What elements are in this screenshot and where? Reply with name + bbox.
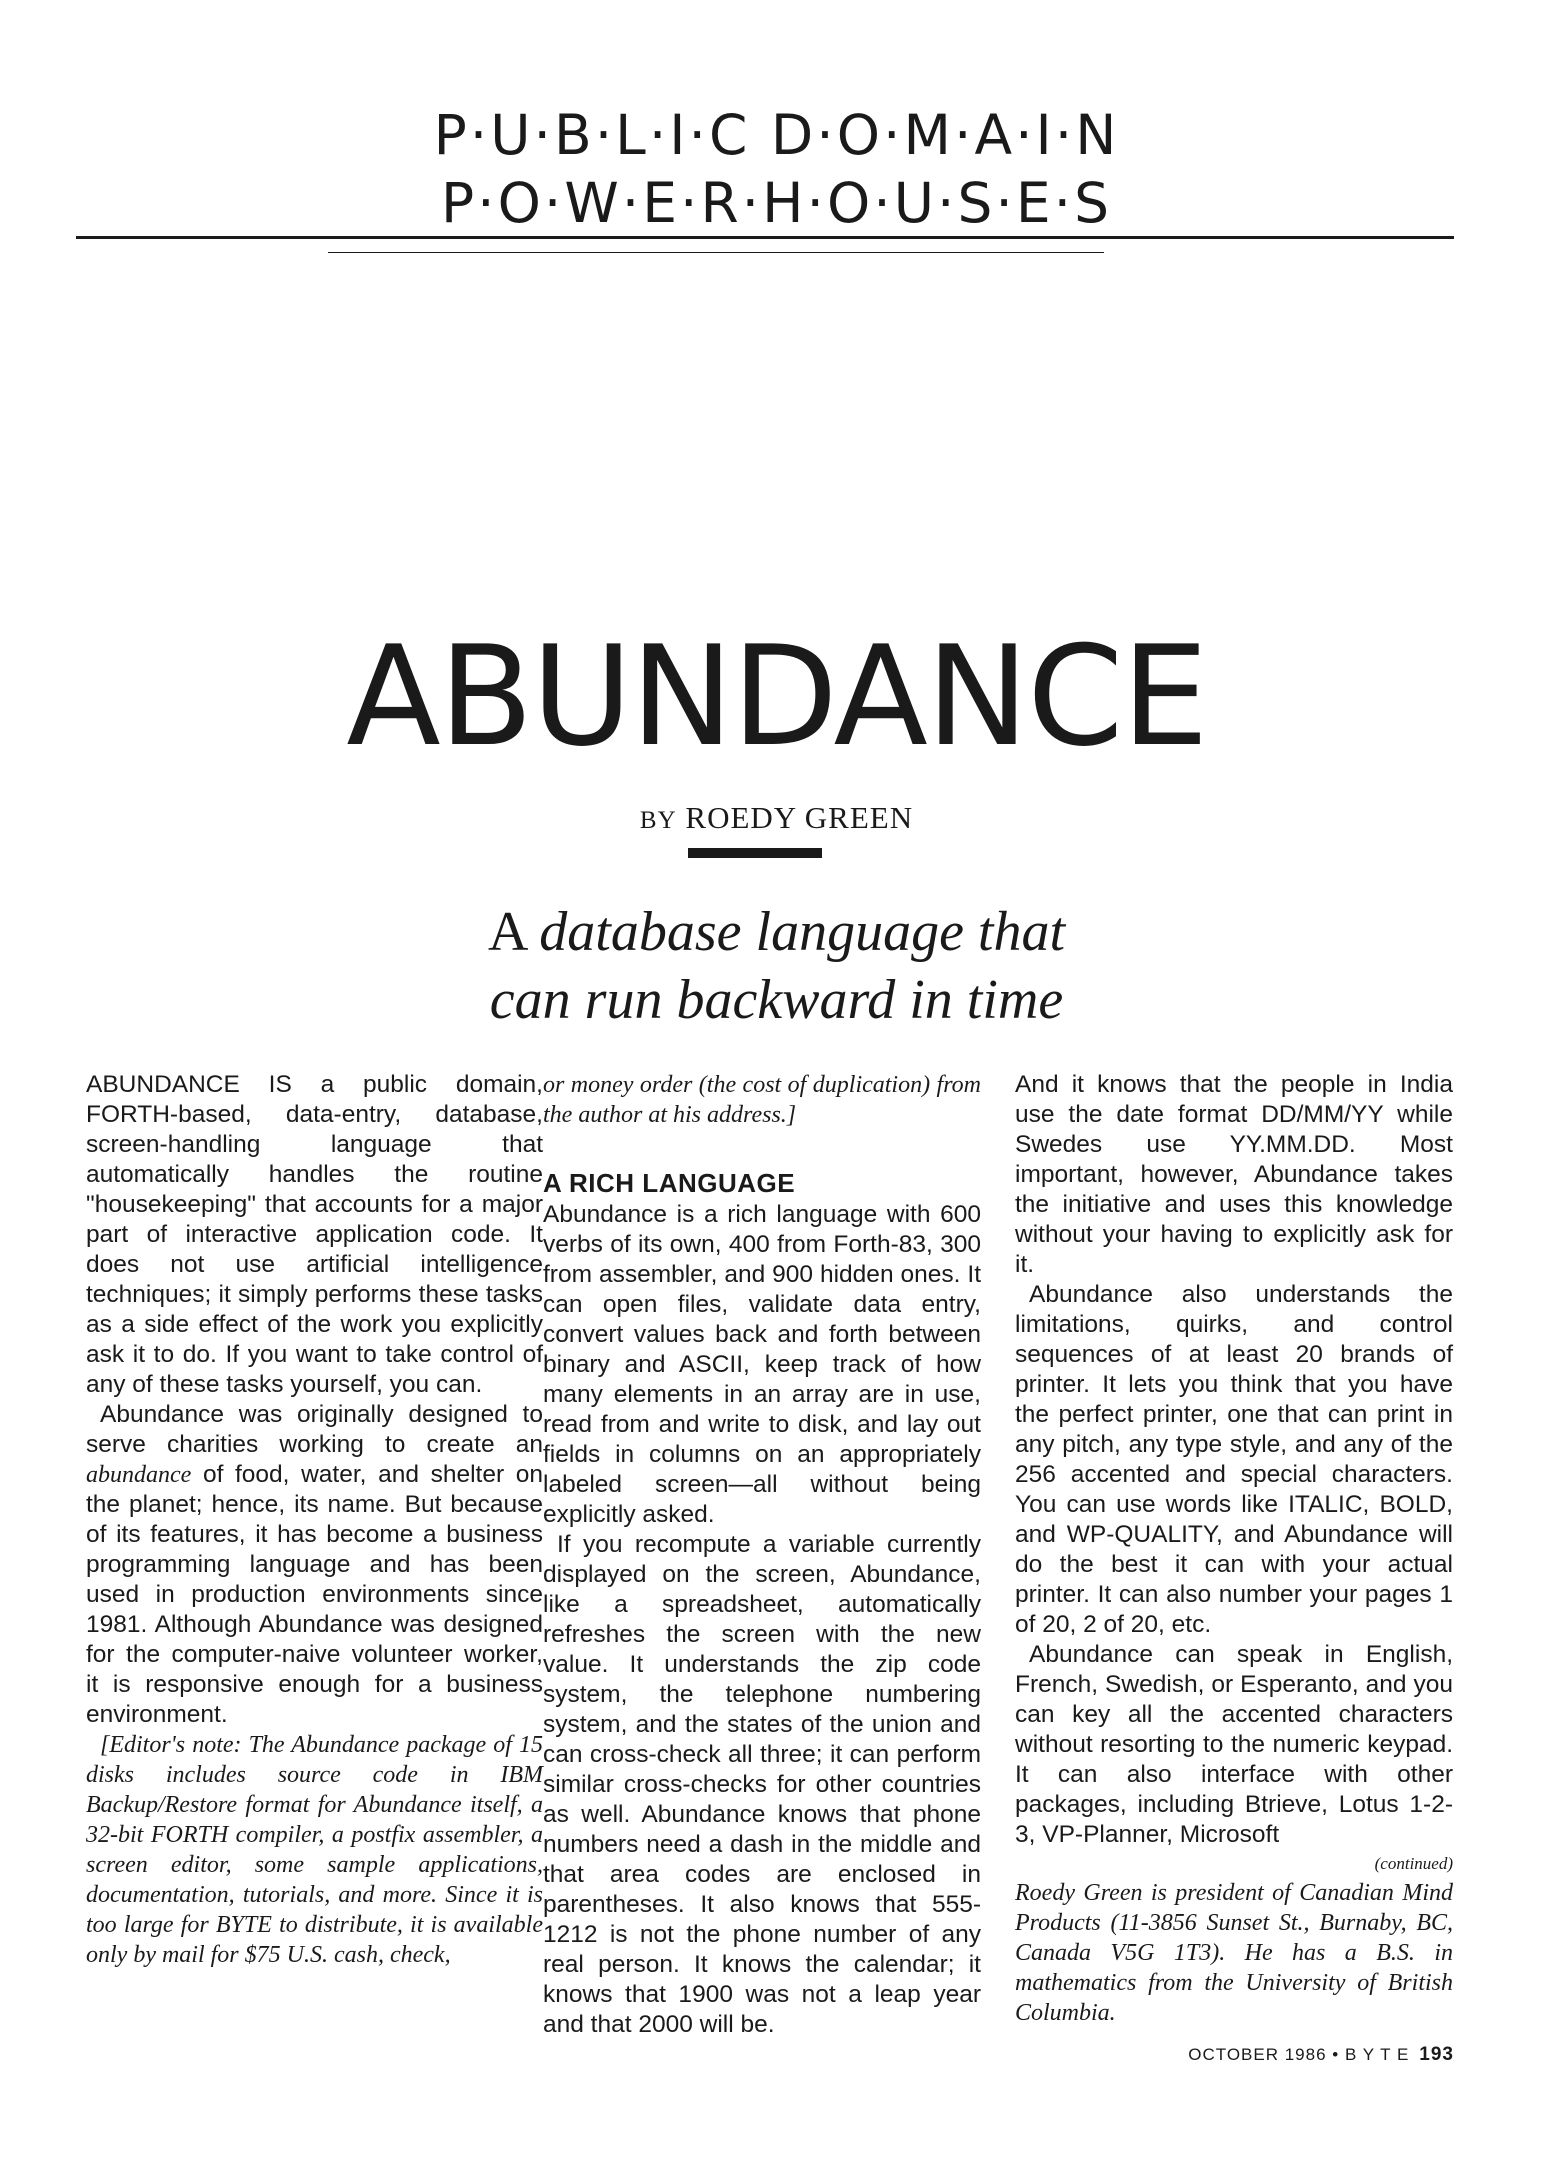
- issue-label: OCTOBER 1986 • B Y T E: [1188, 2045, 1410, 2064]
- deck-line-1: database language that: [539, 901, 1066, 963]
- page-number: 193: [1419, 2044, 1454, 2065]
- deck-article: A: [487, 901, 526, 963]
- body-paragraph: Abundance can speak in English, French, Swedish, or Esperanto, and you can key all the accented characters without resorting to the numeric keypad. It can also interface with other packages, including Btrieve, Lotus 1-2-3, VP-Planner, Microsoft: [1015, 1641, 1453, 1848]
- section-heading: A RICH LANGUAGE: [543, 1168, 796, 1198]
- continued-label: (continued): [1374, 1854, 1453, 1873]
- byline-prefix: BY: [639, 807, 677, 834]
- section-kicker-line-2: P·O·W·E·R·H·O·U·S·E·S: [440, 171, 1113, 235]
- body-paragraph: [86, 1400, 543, 1730]
- byline-bar: [688, 848, 822, 858]
- page-footer: [1168, 2044, 1454, 2066]
- author-name: ROEDY GREEN: [685, 800, 914, 835]
- section-kicker-line-1: P·U·B·L·I·C D·O·M·A·I·N: [433, 103, 1120, 167]
- editors-note: [Editor's note: The Abundance package of 15 disks includes source code in IBM Backup/Restore format for Abundance itself, a 32-bit FORTH compiler, a postfix assembler, a screen editor, some sample applications, documentation, tutorials, and more. Since it is too large for BYTE to distribute, it is available only by mail for $75 U.S. cash, check,: [86, 1732, 543, 1968]
- byline: [0, 800, 1553, 836]
- body-paragraph: And it knows that the people in India use the date format DD/MM/YY while Swedes use YY.MM.DD. Most important, however, Abundance takes the initiative and uses this knowledge without your having to explicitly ask for it.: [1015, 1071, 1453, 1278]
- article-deck: [0, 898, 1553, 1034]
- body-paragraph: If you recompute a variable currently displayed on the screen, Abundance, like a spreadsheet, automatically refreshes the screen with the new value. It understands the zip code system, the telephone numbering system, and the states of the union and can cross-check all three; it can perform similar cross-checks for other countries as well. Abundance knows that phone numbers need a dash in the middle and that area codes are enclosed in parentheses. It also knows that 555-1212 is not the phone number of any real person. It knows the calendar; it knows that 1900 was not a leap year and that 2000 will be.: [543, 1531, 981, 2038]
- header-rule-thick: [76, 236, 1454, 239]
- column-1: [86, 1070, 543, 1970]
- body-paragraph: Abundance also understands the limitations, quirks, and control sequences of at least 20 brands of printer. It lets you think that you have the perfect printer, one that can print in any pitch, any type style, and any of the 256 accented and special characters. You can use words like ITALIC, BOLD, and WP-QUALITY, and Abundance will do the best it can with your actual printer. It can also number your pages 1 of 20, 2 of 20, etc.: [1015, 1281, 1453, 1638]
- body-paragraph: Abundance is a rich language with 600 verbs of its own, 400 from Forth-83, 300 from assembler, and 900 hidden ones. It can open files, validate data entry, convert values back and forth between binary and ASCII, keep track of how many elements in an array are in use, read from and write to disk, and lay out fields in columns on an appropriately labeled screen—all without being explicitly asked.: [543, 1201, 981, 1528]
- deck-line-2: can run backward in time: [489, 969, 1064, 1031]
- author-bio: Roedy Green is president of Canadian Mind Products (11-3856 Sunset St., Burnaby, BC, Canada V5G 1T3). He has a B.S. in mathematics from the University of British Columbia.: [1015, 1880, 1453, 2026]
- intro-paragraph: ABUNDANCE IS a public domain, FORTH-based, data-entry, database, screen-handling language that automatically handles the routine "housekeeping" that accounts for a major part of interactive application code. It does not use artificial intelligence techniques; it simply performs these tasks as a side effect of the work you explicitly ask it to do. If you want to take control of any of these tasks yourself, you can.: [86, 1071, 543, 1398]
- paragraph-text: of food, water, and shelter on the planet; hence, its name. But because of its features, it has become a business programming language and has been used in production environments since 1981. Although Abundance was designed for the computer-naive volunteer worker, it is responsive enough for a business environment.: [86, 1461, 543, 1728]
- column-2: [543, 1070, 981, 2040]
- header-rule-thin: [328, 252, 1104, 253]
- editors-note-continued: or money order (the cost of duplication) from the author at his address.]: [543, 1072, 981, 1128]
- paragraph-text: Abundance was originally designed to serve charities working to create an: [86, 1401, 543, 1458]
- emphasis-text: abundance: [86, 1462, 192, 1488]
- article-title: ABUNDANCE: [346, 616, 1207, 777]
- column-3: [1015, 1070, 1453, 2028]
